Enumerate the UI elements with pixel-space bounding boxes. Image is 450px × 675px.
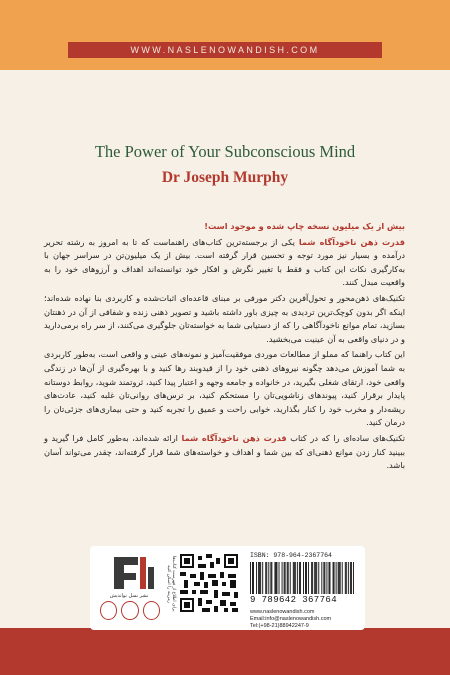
website-banner: WWW.NASLENOWANDISH.COM xyxy=(68,42,382,58)
contact-info xyxy=(250,609,331,630)
blurb-paragraph-3: این کتاب راهنما که مملو از مطالعات موردی موفقیت‌آمیز و نمونه‌های عینی و واقعی است، به‌طور کاربردی به شما آموزش می‌دهد چگونه نیروهای ذهنی خود را از قیدوبند رها کنید و با بهره‌گیری از آن‌ها در زندگی واقعی خود، ارتقای شغلی بگیرید، در خانواده و جامعه وجهه و اعتبار پیدا کنید، ثروتمند شوید، روابط دوستانه پایدار برقرار کنید، پیوندهای زناشویی‌تان را مستحکم کنید، بر ترس‌های روانی‌تان غلبه کنید، عادت‌های ریشه‌دار و مخرب خود را کنار بگذارید، خوابی راحت و عمیق را تجربه کنید و حتی بیماری‌های جزئی‌تان را درمان کنید. xyxy=(44,349,405,428)
barcode-icon xyxy=(250,562,354,594)
award-badges xyxy=(100,601,160,619)
blurb-text-1: یکی از برجسته‌ترین کتاب‌های راهنماست که تا به امروز به رشته تحریر درآمده و بسیار نیز مورد توجه و تحسین قرار گرفته است. بیش از یک میلیون‌تن در سراسر جهان با به‌کارگیری نکات این کتاب و فقط با تغییر نگرش و افکار خود توانسته‌اند اهداف و آرزوهای خود را به واقعیت مبدل کنند. xyxy=(44,236,405,288)
qr-code-icon[interactable] xyxy=(178,552,240,614)
qr-caption: برای اطلاع از فهرست کتاب‌ها رمزینه را اسکن کنید xyxy=(166,556,176,612)
award-badge-icon xyxy=(121,601,138,620)
blurb-lead: بیش از یک میلیون نسخه چاپ شده و موجود است! xyxy=(204,221,405,231)
back-cover-blurb xyxy=(44,220,405,475)
award-badge-icon xyxy=(100,601,117,620)
award-badge-icon xyxy=(143,601,160,620)
blurb-text-4a: تکنیک‌های ساده‌ای را که در کتاب xyxy=(290,432,405,443)
blurb-highlight-2: قدرت ذهن ناخودآگاه شما xyxy=(181,432,287,443)
book-author: Dr Joseph Murphy xyxy=(161,169,289,186)
barcode-number: 9 789642 367764 xyxy=(250,595,338,605)
bottom-band xyxy=(0,628,450,675)
book-title: The Power of Your Subconscious Mind xyxy=(94,142,356,161)
publisher-name: نشر نسل نواندیش xyxy=(109,593,149,599)
phone-number: Tel:(+98-21)88942247-9 xyxy=(250,623,309,629)
top-band xyxy=(0,0,450,70)
blurb-paragraph-4 xyxy=(44,432,405,473)
blurb-highlight-1: قدرت ذهن ناخودآگاه شما xyxy=(298,236,405,247)
publisher-logo-icon xyxy=(100,553,158,593)
email-link[interactable]: Email:info@naslenowandish.com xyxy=(250,616,332,622)
blurb-text-4b: ارائه شده‌اند، به‌طور کامل فرا گیرید و ببینید کنار زدن موانع ذهنی‌ای که بین شما و اهداف و خواسته‌های شما قرار گرفته‌اند، چقدر می‌تواند آسان باشد. xyxy=(44,432,405,471)
blurb-paragraph-1 xyxy=(44,236,405,290)
isbn-label: ISBN: 978-964-2367764 xyxy=(250,552,332,559)
website-link[interactable]: www.naslenowandish.com xyxy=(250,609,315,615)
blurb-paragraph-2: تکنیک‌های ذهن‌محور و تحول‌آفرین دکتر مورفی بر مبنای قاعده‌ای اثبات‌شده و کاربردی بنا نهاده شده‌اند؛ اینکه اگر بدون کوچک‌ترین تردیدی به چیزی باور داشته باشید و تصویر ذهنی زنده و شفافی از آن در ذهنتان بسازید، تمام موانع ناخودآگاهی را که از دستیابی شما به خواسته‌تان جلوگیری می‌کنند، از سر راه برمی‌دارید و در دنیای واقعی به آن عینیت می‌بخشید. xyxy=(44,292,405,344)
